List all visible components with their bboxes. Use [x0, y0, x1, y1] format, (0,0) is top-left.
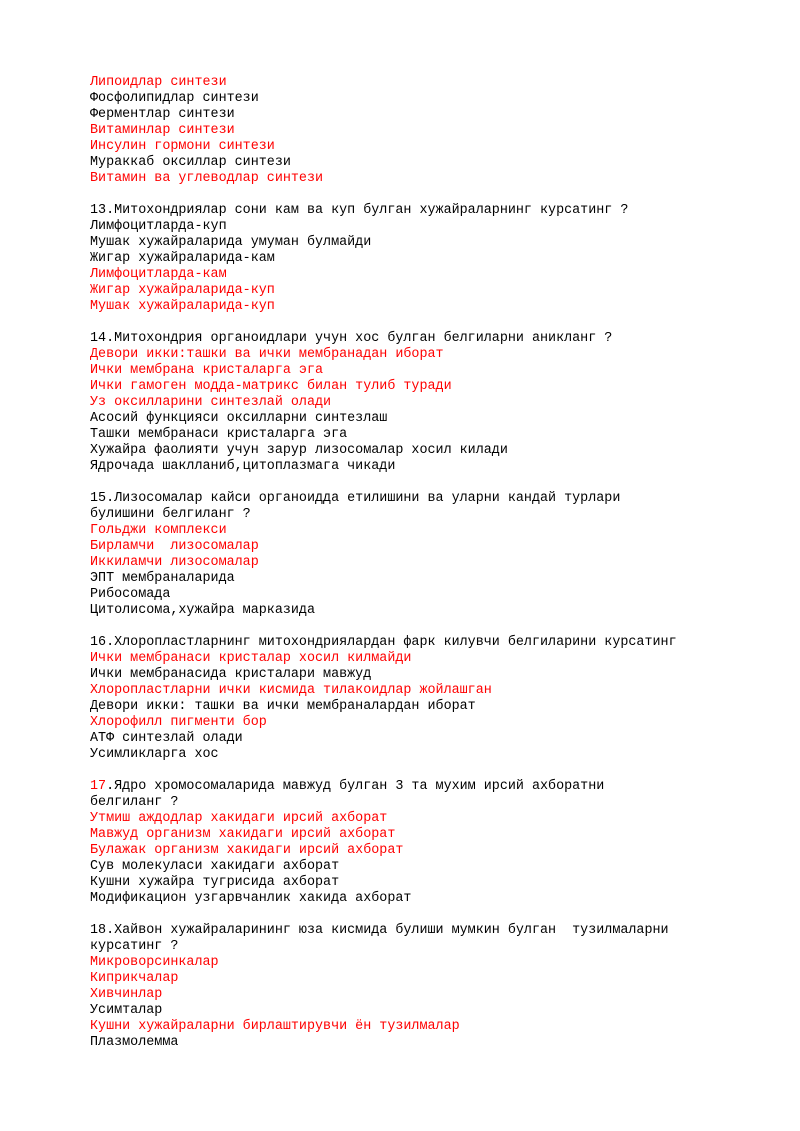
option-line: Иккиламчи лизосомалар	[90, 555, 259, 570]
option-line: Мавжуд организм хакидаги ирсий ахборат	[90, 827, 396, 842]
option-line: Булажак организм хакидаги ирсий ахборат	[90, 843, 404, 858]
question-16	[90, 635, 780, 763]
option-line: Ядрочада шаклланиб,цитоплазмага чикади	[90, 459, 396, 474]
document-page	[90, 75, 780, 1051]
option-line: Киприкчалар	[90, 971, 179, 986]
option-line: Инсулин гормони синтези	[90, 139, 275, 154]
option-line: Девори икки: ташки ва ички мембраналардан иборат	[90, 699, 476, 714]
option-line: Витамин ва углеводлар синтези	[90, 171, 324, 186]
option-line: Жигар хужайраларида-кам	[90, 251, 275, 266]
option-line: Плазмолемма	[90, 1035, 179, 1050]
option-line: Лимфоцитларда-куп	[90, 219, 227, 234]
option-line: Сув молекуласи хакидаги ахборат	[90, 859, 340, 874]
option-line: Мураккаб оксиллар синтези	[90, 155, 291, 170]
option-line: Мушак хужайраларида-куп	[90, 299, 275, 314]
question-text-continued: булишини белгиланг ?	[90, 507, 251, 522]
option-line: Модификацион узгарвчанлик хакида ахборат	[90, 891, 412, 906]
question-14	[90, 331, 780, 475]
question-text: 13.Митохондриялар сони кам ва куп булган хужайраларнинг курсатинг ?	[90, 203, 629, 218]
question-number: 17	[90, 779, 107, 794]
option-line: Девори икки:ташки ва ички мембранадан иборат	[90, 347, 444, 362]
question-text: 16.Хлоропластларнинг митохондриялардан фарк килувчи белгиларини курсатинг	[90, 635, 677, 650]
question-text: 15.Лизосомалар кайси органоидда етилишини ва уларни кандай турлари	[90, 491, 621, 506]
option-line: Лимфоцитларда-кам	[90, 267, 227, 282]
option-line: Рибосомада	[90, 587, 171, 602]
option-line: Гольджи комплекси	[90, 523, 227, 538]
option-line: Хлоропластларни ички кисмида тилакоидлар жойлашган	[90, 683, 492, 698]
option-line: Кушни хужайра тугрисида ахборат	[90, 875, 340, 890]
question-text	[90, 779, 780, 795]
question-15	[90, 491, 780, 619]
option-line: Микроворсинкалар	[90, 955, 219, 970]
option-line: Кушни хужайраларни бирлаштирувчи ён тузилмалар	[90, 1019, 460, 1034]
option-line: Мушак хужайраларида умуман булмайди	[90, 235, 372, 250]
option-line: Фосфолипидлар синтези	[90, 91, 259, 106]
option-line: Ферментлар синтези	[90, 107, 235, 122]
option-line: Хужайра фаолияти учун зарур лизосомалар хосил килади	[90, 443, 508, 458]
question-text: 18.Хайвон хужайраларининг юза кисмида булиши мумкин булган тузилмаларни	[90, 923, 669, 938]
option-line: Ички мембранаси кристалар хосил килмайди	[90, 651, 412, 666]
question-text-continued: белгиланг ?	[90, 795, 179, 810]
options-list-block0	[90, 75, 780, 187]
question-text-rest: .Ядро хромосомаларида мавжуд булган 3 та мухим ирсий ахборатни	[106, 779, 605, 794]
option-line: Липоидлар синтези	[90, 75, 227, 90]
option-line: Жигар хужайраларида-куп	[90, 283, 275, 298]
question-18	[90, 923, 780, 1051]
option-line: Ички гамоген модда-матрикс билан тулиб туради	[90, 379, 452, 394]
option-line: Ички мембрана кристаларга эга	[90, 363, 324, 378]
option-line: Ташки мембранаси кристаларга эга	[90, 427, 348, 442]
question-17	[90, 779, 780, 907]
option-line: Бирламчи лизосомалар	[90, 539, 259, 554]
option-line: Витаминлар синтези	[90, 123, 235, 138]
option-line: Асосий функцияси оксилларни синтезлаш	[90, 411, 388, 426]
question-text: 14.Митохондрия органоидлари учун хос булган белгиларни аникланг ?	[90, 331, 613, 346]
option-line: Хивчинлар	[90, 987, 163, 1002]
question-text-continued: курсатинг ?	[90, 939, 179, 954]
option-line: Ички мембранасида кристалари мавжуд	[90, 667, 372, 682]
option-line: АТФ синтезлай олади	[90, 731, 243, 746]
question-13	[90, 203, 780, 315]
option-line: Утмиш аждодлар хакидаги ирсий ахборат	[90, 811, 388, 826]
option-line: Уз оксилларини синтезлай олади	[90, 395, 332, 410]
option-line: Усимталар	[90, 1003, 163, 1018]
option-line: Усимликларга хос	[90, 747, 219, 762]
option-line: Цитолисома,хужайра марказида	[90, 603, 315, 618]
option-line: Хлорофилл пигменти бор	[90, 715, 267, 730]
option-line: ЭПТ мембраналарида	[90, 571, 235, 586]
